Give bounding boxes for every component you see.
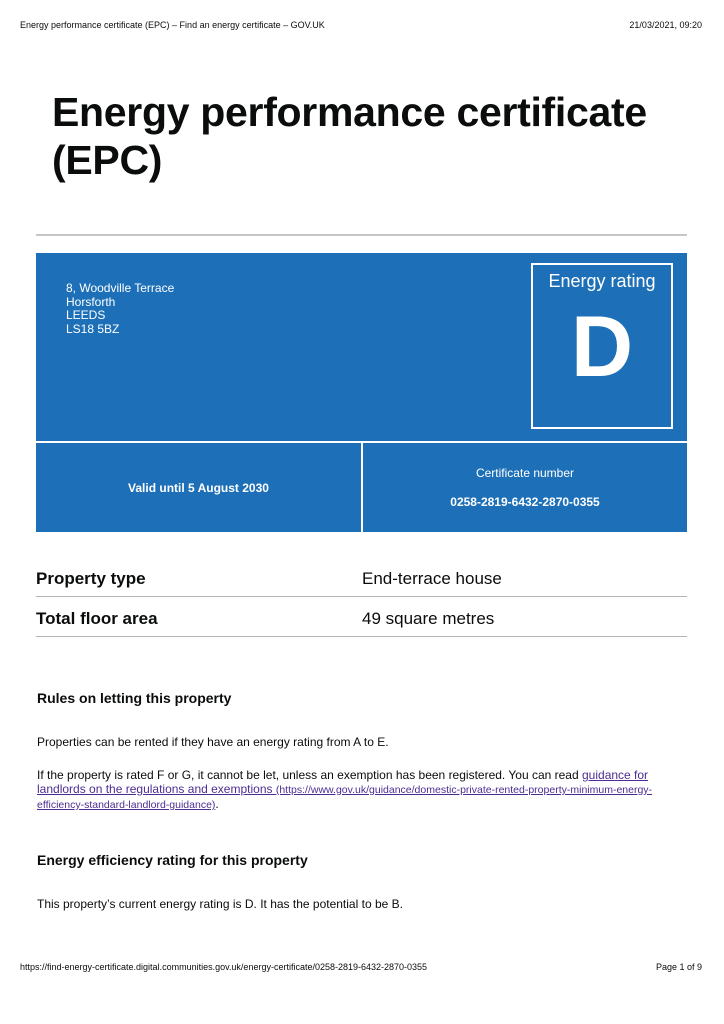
summary-row-property-type xyxy=(36,557,687,597)
print-footer-url: https://find-energy-certificate.digital.communities.gov.uk/energy-certificate/0258-2819-6432-2870-0355 xyxy=(20,962,428,972)
address-line: 8, Woodville Terrace xyxy=(66,281,175,295)
section-divider xyxy=(36,234,687,236)
energy-rating-letter: D xyxy=(570,299,634,395)
print-footer xyxy=(20,962,702,976)
address-line: Horsforth xyxy=(66,294,116,309)
summary-value: 49 square metres xyxy=(362,609,495,628)
letting-exemption-text-end: . xyxy=(215,797,219,811)
print-header-datetime: 21/03/2021, 09:20 xyxy=(629,20,702,30)
certificate-number-label: Certificate number xyxy=(475,466,575,480)
letting-exemption-text xyxy=(37,768,687,812)
print-header xyxy=(20,20,702,34)
certificate-number: 0258-2819-6432-2870-0355 xyxy=(450,495,600,509)
print-header-title: Energy performance certificate (EPC) – Find an energy certificate – GOV.UK xyxy=(20,20,325,30)
summary-value: End-terrace house xyxy=(362,569,502,588)
energy-efficiency-text: This property’s current energy rating is D. It has the potential to be B. xyxy=(37,897,403,911)
energy-efficiency-heading: Energy efficiency rating for this property xyxy=(37,852,308,868)
landlord-guidance-link-url: (https://www.gov.uk/guidance/domestic-private-rented-property-minimum-energy-efficiency-standard-landlord-guidance) xyxy=(37,784,653,811)
page-number: Page 1 of 9 xyxy=(655,962,702,972)
letting-rules-text: Properties can be rented if they have an energy rating from A to E. xyxy=(37,735,389,749)
address-line: LEEDS xyxy=(66,308,106,322)
summary-key: Property type xyxy=(36,569,146,588)
letting-exemption-text-start: If the property is rated F or G, it cannot be let, unless an exemption has been registered. You can read xyxy=(37,768,582,782)
epc-summary-card xyxy=(36,253,687,532)
summary-key: Total floor area xyxy=(36,609,158,628)
address-line: LS18 5BZ xyxy=(66,321,120,336)
property-address xyxy=(66,282,174,336)
valid-until: Valid until 5 August 2030 xyxy=(128,481,269,495)
landlord-guidance-link-text: guidance for landlords on the regulations and exemptions xyxy=(37,768,649,796)
energy-rating-label: Energy rating xyxy=(548,271,656,291)
page-title: Energy performance certificate (EPC) xyxy=(52,89,647,183)
card-divider xyxy=(361,443,363,532)
summary-row-floor-area xyxy=(36,597,687,637)
energy-rating-box xyxy=(531,263,673,429)
letting-rules-heading: Rules on letting this property xyxy=(37,690,232,706)
